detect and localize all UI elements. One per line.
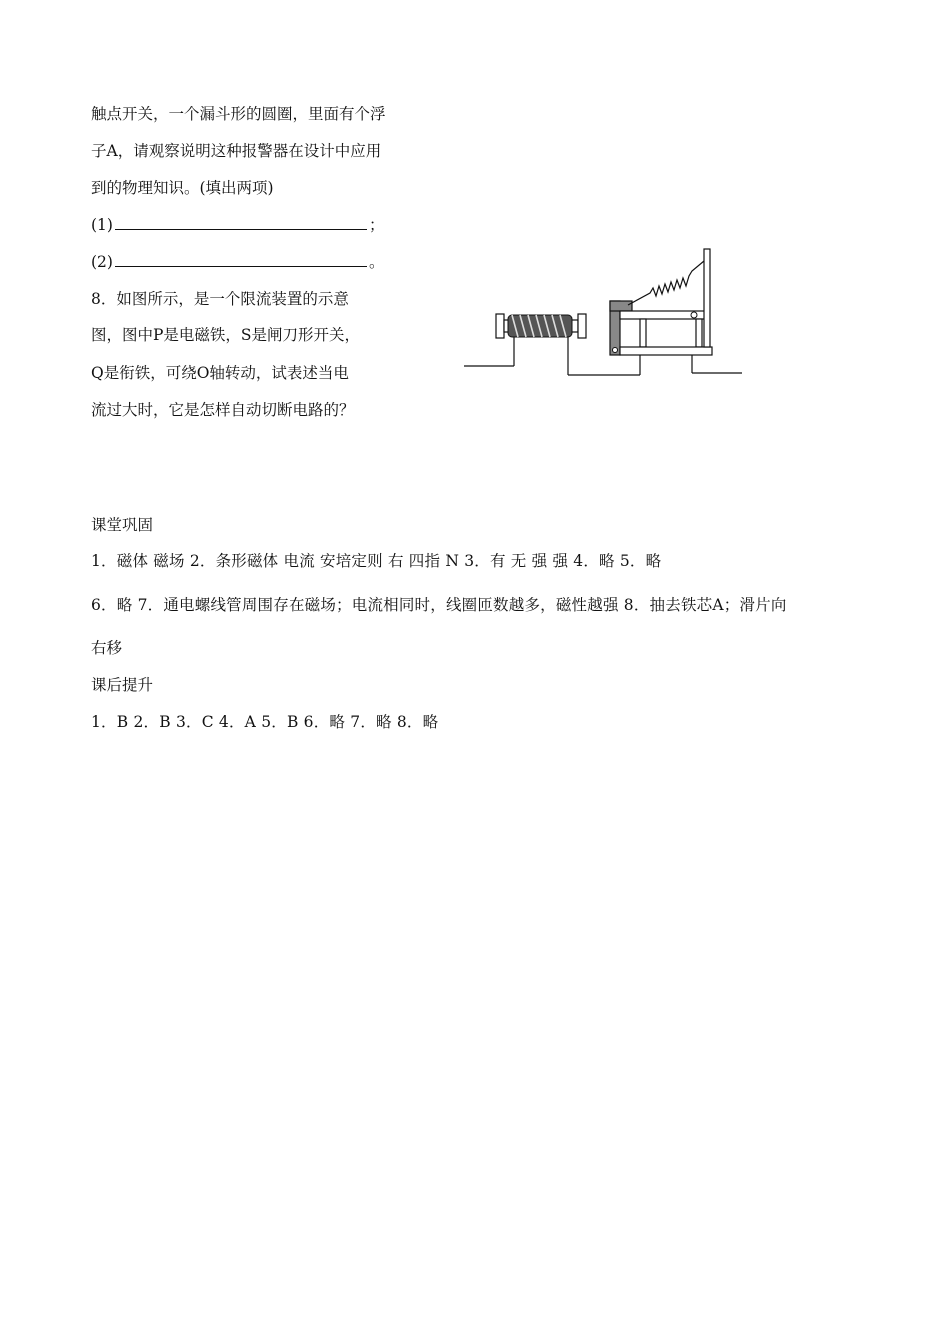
q8-line-2: 图，图中P是电磁铁，S是闸刀形开关， bbox=[91, 326, 361, 344]
classroom-heading: 课堂巩固 bbox=[91, 516, 154, 534]
blade-hinge bbox=[691, 312, 697, 318]
q7-answer-blank-2[interactable] bbox=[115, 252, 367, 267]
classroom-answers-line-3: 右移 bbox=[91, 639, 123, 657]
armature-top-arm bbox=[610, 301, 632, 311]
q7-blank-1-row bbox=[91, 214, 384, 236]
classroom-answers-line-2: 6．略 7．通电螺线管周围存在磁场；电流相同时，线圈匝数越多，磁性越强 8．抽去铁芯A；滑片向 bbox=[91, 596, 787, 614]
q8-line-1: 8．如图所示，是一个限流装置的示意 bbox=[91, 290, 349, 308]
core-end-left bbox=[496, 314, 504, 338]
q7-blank-2-suffix: 。 bbox=[368, 253, 385, 271]
q7-line-2: 子A，请观察说明这种报警器在设计中应用 bbox=[91, 142, 382, 160]
q7-blank-1-suffix: ； bbox=[368, 216, 385, 234]
q7-line-3: 到的物理知识。(填出两项) bbox=[91, 179, 274, 197]
current-limiter-diagram bbox=[462, 243, 752, 383]
pivot-o bbox=[613, 348, 618, 353]
tension-spring bbox=[628, 261, 704, 305]
q7-blank-1-prefix: (1) bbox=[91, 216, 113, 234]
core-end-right bbox=[578, 314, 586, 338]
q7-blank-2-row bbox=[91, 251, 384, 273]
spring-post bbox=[704, 249, 710, 347]
switch-contact-right bbox=[696, 319, 702, 347]
switch-base bbox=[620, 347, 712, 355]
classroom-answers-line-1: 1．磁体 磁场 2．条形磁体 电流 安培定则 右 四指 N 3．有 无 强 强 4．略 5．略 bbox=[91, 552, 662, 570]
q8-line-4: 流过大时，它是怎样自动切断电路的？ bbox=[91, 401, 355, 419]
q7-answer-blank-1[interactable] bbox=[115, 215, 367, 230]
after-class-heading: 课后提升 bbox=[91, 676, 154, 694]
electromagnet-coil bbox=[508, 315, 572, 337]
after-class-answers: 1．B 2．B 3．C 4．A 5．B 6．略 7．略 8．略 bbox=[91, 713, 439, 731]
q7-blank-2-prefix: (2) bbox=[91, 253, 113, 271]
switch-contact-left bbox=[640, 319, 646, 347]
q7-line-1: 触点开关，一个漏斗形的圆圈，里面有个浮 bbox=[91, 105, 386, 123]
q8-line-3: Q是衔铁，可绕O轴转动，试表述当电 bbox=[91, 364, 349, 382]
